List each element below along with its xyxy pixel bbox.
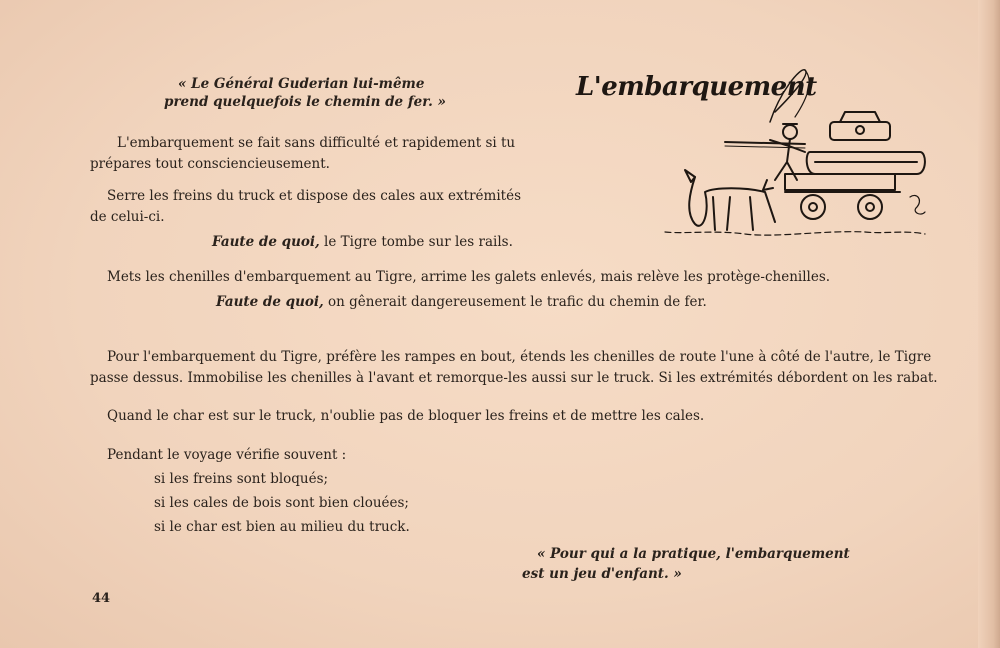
header-quote-line2: prend quelquefois le chemin de fer. »	[164, 94, 446, 110]
para2-line1: Serre les freins du truck et dispose des cales aux extrémités	[107, 188, 521, 204]
page-title: L'embarquement	[576, 72, 817, 102]
para5	[216, 293, 707, 311]
para3-text: le Tigre tombe sur les rails.	[319, 234, 513, 250]
header-quote-line1: « Le Général Guderian lui-même	[178, 76, 425, 92]
para2-line2: de celui-ci.	[90, 209, 165, 225]
para3	[212, 233, 513, 251]
para6-line1: Pour l'embarquement du Tigre, préfère les rampes en bout, étends les chenilles de route l'une à côté de l'autre, le Tigre	[107, 349, 932, 365]
para3-emphasis: Faute de quoi,	[212, 234, 320, 250]
para5-text: on gênerait dangereusement le trafic du chemin de fer.	[323, 294, 707, 310]
para5-emphasis: Faute de quoi,	[216, 294, 324, 310]
tank-loading-illustration	[655, 62, 935, 242]
para7: Quand le char est sur le truck, n'oublie pas de bloquer les freins et de mettre les cales.	[107, 408, 705, 424]
footer-quote-line1: « Pour qui a la pratique, l'embarquement	[537, 546, 850, 562]
check-item-2: si les cales de bois sont bien clouées;	[154, 495, 409, 511]
para6-line2: passe dessus. Immobilise les chenilles à l'avant et remorque-les aussi sur le truck. Si les extrémités débordent on les rabat.	[90, 370, 938, 386]
page-spine-shadow	[978, 0, 1000, 648]
check-item-1: si les freins sont bloqués;	[154, 471, 329, 487]
para1-line2: prépares tout consciencieusement.	[90, 156, 330, 172]
check-item-3: si le char est bien au milieu du truck.	[154, 519, 410, 535]
para4: Mets les chenilles d'embarquement au Tigre, arrime les galets enlevés, mais relève les protège-chenilles.	[107, 269, 831, 285]
para8-intro: Pendant le voyage vérifie souvent :	[107, 447, 347, 463]
page-number: 44	[92, 591, 111, 606]
para1-line1: L'embarquement se fait sans difficulté et rapidement si tu	[117, 135, 516, 151]
footer-quote-line2: est un jeu d'enfant. »	[522, 566, 682, 582]
